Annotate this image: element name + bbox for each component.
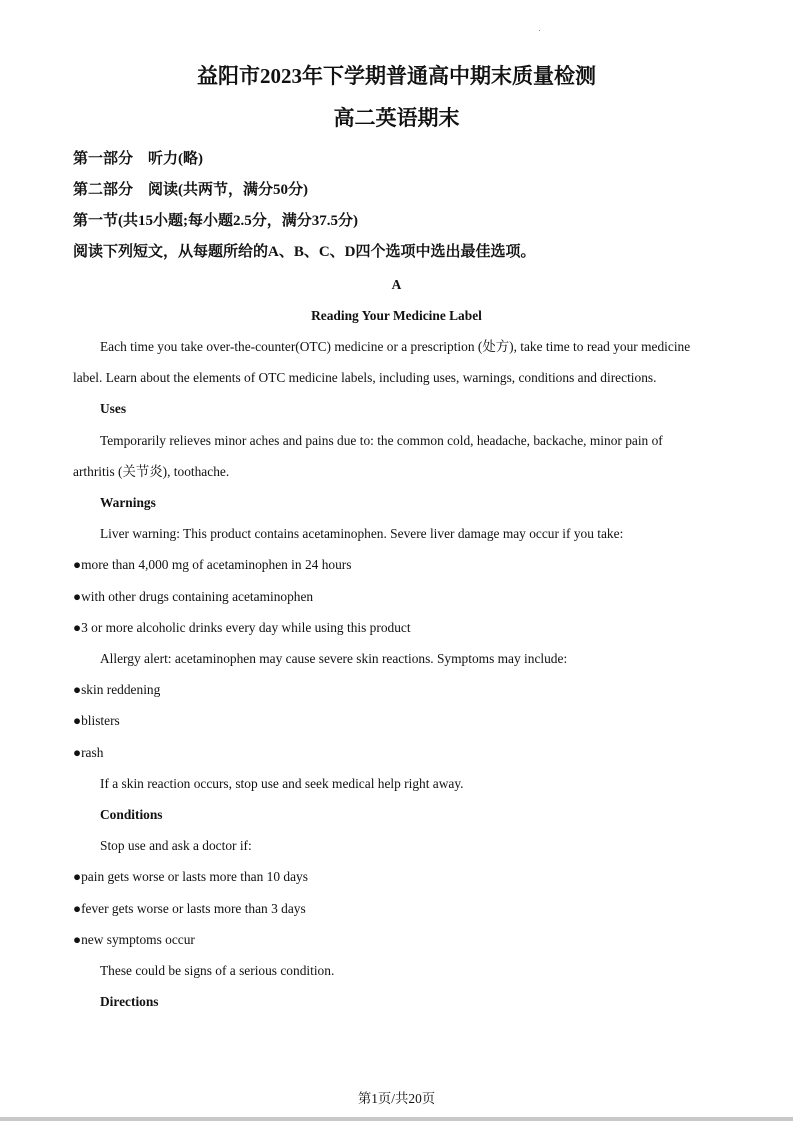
page-bottom-divider — [0, 1117, 793, 1121]
list-item: ●blisters — [73, 713, 120, 728]
list-item: ●skin reddening — [73, 682, 161, 697]
reading-instruction: 阅读下列短文，从每题所给的A、B、C、D四个选项中选出最佳选项。 — [73, 244, 536, 260]
list-item: ●fever gets worse or lasts more than 3 days — [73, 901, 306, 916]
list-item: ●pain gets worse or lasts more than 10 days — [73, 869, 308, 884]
intro-line-1: Each time you take over-the-counter(OTC) medicine or a prescription (处方), take time to read your medicine — [100, 339, 691, 354]
list-item: ●rash — [73, 745, 104, 760]
scan-speck — [539, 30, 540, 31]
passage-letter: A — [391, 277, 402, 292]
conditions-note: These could be signs of a serious condition. — [100, 963, 335, 978]
exam-subtitle: 高二英语期末 — [333, 106, 460, 130]
allergy-alert: Allergy alert: acetaminophen may cause severe skin reactions. Symptoms may include: — [100, 651, 568, 666]
skin-reaction-note: If a skin reaction occurs, stop use and seek medical help right away. — [100, 776, 464, 791]
warnings-heading: Warnings — [100, 495, 156, 510]
uses-line-2: arthritis (关节炎), toothache. — [73, 464, 230, 479]
exam-title: 益阳市2023年下学期普通高中期末质量检测 — [197, 64, 596, 88]
liver-warning: Liver warning: This product contains acetaminophen. Severe liver damage may occur if you take: — [100, 526, 624, 541]
list-item: ●more than 4,000 mg of acetaminophen in 24 hours — [73, 557, 352, 572]
part-one-heading: 第一部分 听力(略) — [73, 151, 203, 167]
list-item: ●3 or more alcoholic drinks every day while using this product — [73, 620, 411, 635]
conditions-intro: Stop use and ask a doctor if: — [100, 838, 252, 853]
part-two-heading: 第二部分 阅读(共两节，满分50分) — [73, 182, 308, 198]
intro-line-2: label. Learn about the elements of OTC medicine labels, including uses, warnings, conditions and directions. — [73, 370, 657, 385]
uses-heading: Uses — [100, 401, 127, 416]
conditions-heading: Conditions — [100, 807, 163, 822]
list-item: ●with other drugs containing acetaminophen — [73, 589, 314, 604]
uses-line-1: Temporarily relieves minor aches and pains due to: the common cold, headache, backache, minor pain of — [100, 433, 663, 448]
directions-heading: Directions — [100, 994, 159, 1009]
list-item: ●new symptoms occur — [73, 932, 195, 947]
section-one-heading: 第一节(共15小题;每小题2.5分，满分37.5分) — [73, 213, 358, 229]
page-number: 第1页/共20页 — [357, 1091, 436, 1106]
passage-title: Reading Your Medicine Label — [311, 308, 482, 323]
